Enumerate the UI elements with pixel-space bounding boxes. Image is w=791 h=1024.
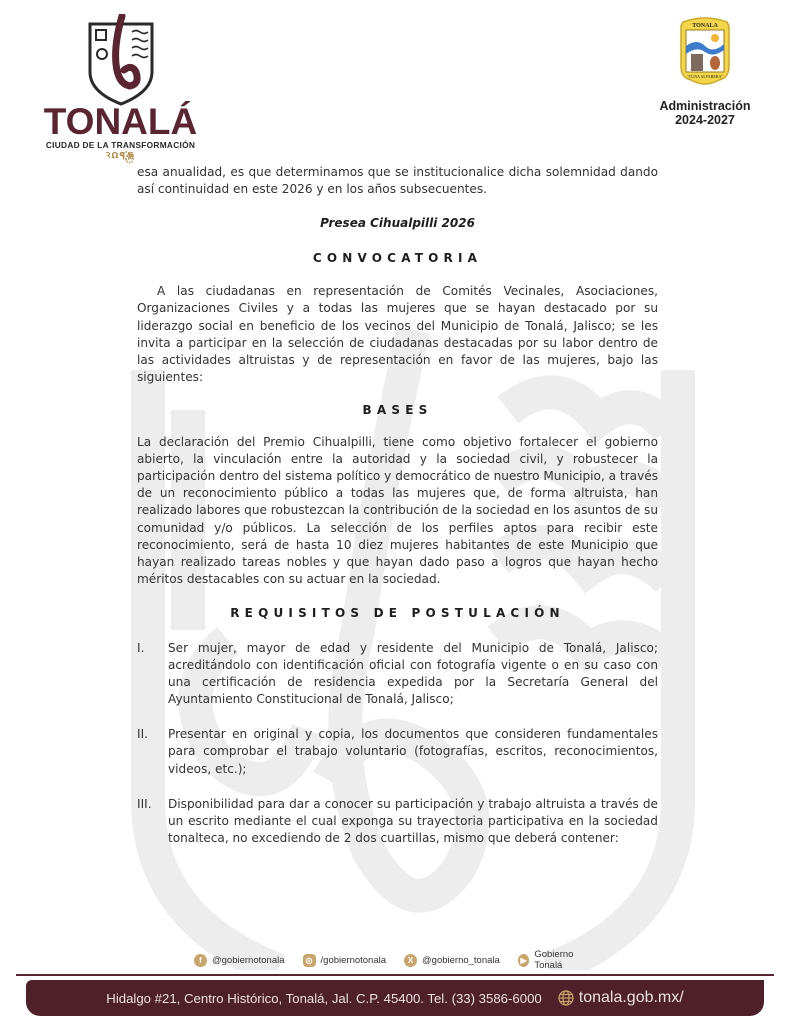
award-title: Presea Cihualpilli 2026: [320, 216, 475, 231]
svg-text:"CUNA ALFARERA": "CUNA ALFARERA": [687, 74, 723, 79]
instagram-icon: ◎: [303, 954, 316, 967]
requisito-text: Presentar en original y copia, los documentos que consideren fundamentales para comprobar el trabajo voluntario (fotografías, escritos, reconocimientos, videos, etc.);: [168, 727, 658, 776]
footer-website-link[interactable]: tonala.gob.mx/: [578, 989, 684, 1006]
x-icon: X: [404, 954, 417, 967]
footer-address: Hidalgo #21, Centro Histórico, Tonalá, Jal. C.P. 45400. Tel. (33) 3586-6000: [106, 990, 542, 1006]
footer-bar: [26, 980, 764, 1016]
admin-years: 2024-2027: [675, 113, 735, 127]
social-youtube[interactable]: [518, 949, 596, 971]
logo-tagline: CIUDAD DE LA TRANSFORMACIÓN: [45, 140, 196, 150]
document-body: [137, 164, 658, 847]
bases-heading: BASES: [362, 402, 433, 417]
social-instagram[interactable]: [303, 954, 387, 967]
social-label: @gobiernotonala: [212, 954, 285, 966]
bases-paragraph: La declaración del Premio Cihualpilli, tiene como objetivo fortalecer el gobierno abierto, la vinculación entre la autoridad y la sociedad civil, y robustecer la participación dentro del sistema político y democrático de nuestro Municipio, a través de un reconocimiento público a todas las mujeres que, de forma altruista, han realizado labores que robustezcan la contribución de la sociedad en los asuntos de su comunidad y/o públicos. La selección de los perfiles aptos para recibir este reconocimiento, será de hasta 10 diez mujeres habitantes de este Municipio que hayan realizado tareas nobles y que hayan dado paso a logros que hayan hecho méritos destacables con su actuar en la sociedad.: [137, 435, 658, 586]
convocatoria-heading: CONVOCATORIA: [312, 251, 483, 266]
requisito-text: Disponibilidad para dar a conocer su participación y trabajo altruista a través de un escrito mediante el cual exponga su trayectoria participativa en la sociedad tonalteca, no excediendo de 2 dos cuartillas, mismo que deberá contener:: [168, 796, 658, 845]
social-label: Gobierno Tonalá: [534, 949, 574, 971]
intro-paragraph: esa anualidad, es que determinamos que se institucionalice dicha solemnidad dando así continuidad en este 2026 y en los años subsecuentes.: [137, 165, 658, 197]
social-links: [194, 951, 614, 969]
svg-text:TONALA: TONALA: [692, 23, 718, 29]
requisito-item: [137, 640, 658, 708]
requisito-number: III.: [137, 796, 152, 811]
globe-icon: [558, 990, 574, 1006]
administration-badge: [650, 16, 760, 131]
logo-glyph-line: ꝚΩꟼ꙰ꙮ꙰: [105, 151, 136, 160]
requisitos-heading: REQUISITOS DE POSTULACIÓN: [230, 605, 565, 620]
requisitos-list: [137, 640, 658, 847]
youtube-icon: ▶: [518, 954, 530, 967]
admin-label: Administración: [659, 99, 751, 113]
requisito-item: [137, 726, 658, 777]
convocatoria-paragraph: A las ciudadanas en representación de Comités Vecinales, Asociaciones, Organizaciones Civiles y a todas las mujeres que se hayan destacado por su liderazgo social en beneficio de los vecinos del Municipio de Tonalá, Jalisco; se les invita a participar en la selección de ciudadanas destacadas por su labor dentro de las actividades altruistas y de representación en favor de las mujeres, bajo las siguientes:: [137, 284, 658, 384]
requisito-text: Ser mujer, mayor de edad y residente del Municipio de Tonalá, Jalisco; acreditándolo con identificación oficial con fotografía vigente o en su caso con una certificación de residencia expedida por la Secretaría General del Ayuntamiento Constitucional de Tonalá, Jalisco;: [168, 640, 658, 707]
social-facebook[interactable]: [194, 954, 285, 967]
requisito-number: I.: [137, 640, 145, 655]
social-label: @gobierno_tonala: [422, 954, 500, 966]
tonala-shield-icon: [86, 14, 156, 106]
tonala-logo: [38, 14, 203, 160]
facebook-icon: f: [194, 954, 207, 967]
tonala-crest-icon: [675, 16, 735, 86]
social-x[interactable]: [404, 954, 500, 967]
requisito-number: II.: [137, 727, 148, 742]
logo-wordmark: TONALÁ: [43, 101, 198, 142]
requisito-item: [137, 796, 658, 847]
footer-divider: [16, 974, 774, 976]
social-label: /gobiernotonala: [320, 954, 387, 966]
